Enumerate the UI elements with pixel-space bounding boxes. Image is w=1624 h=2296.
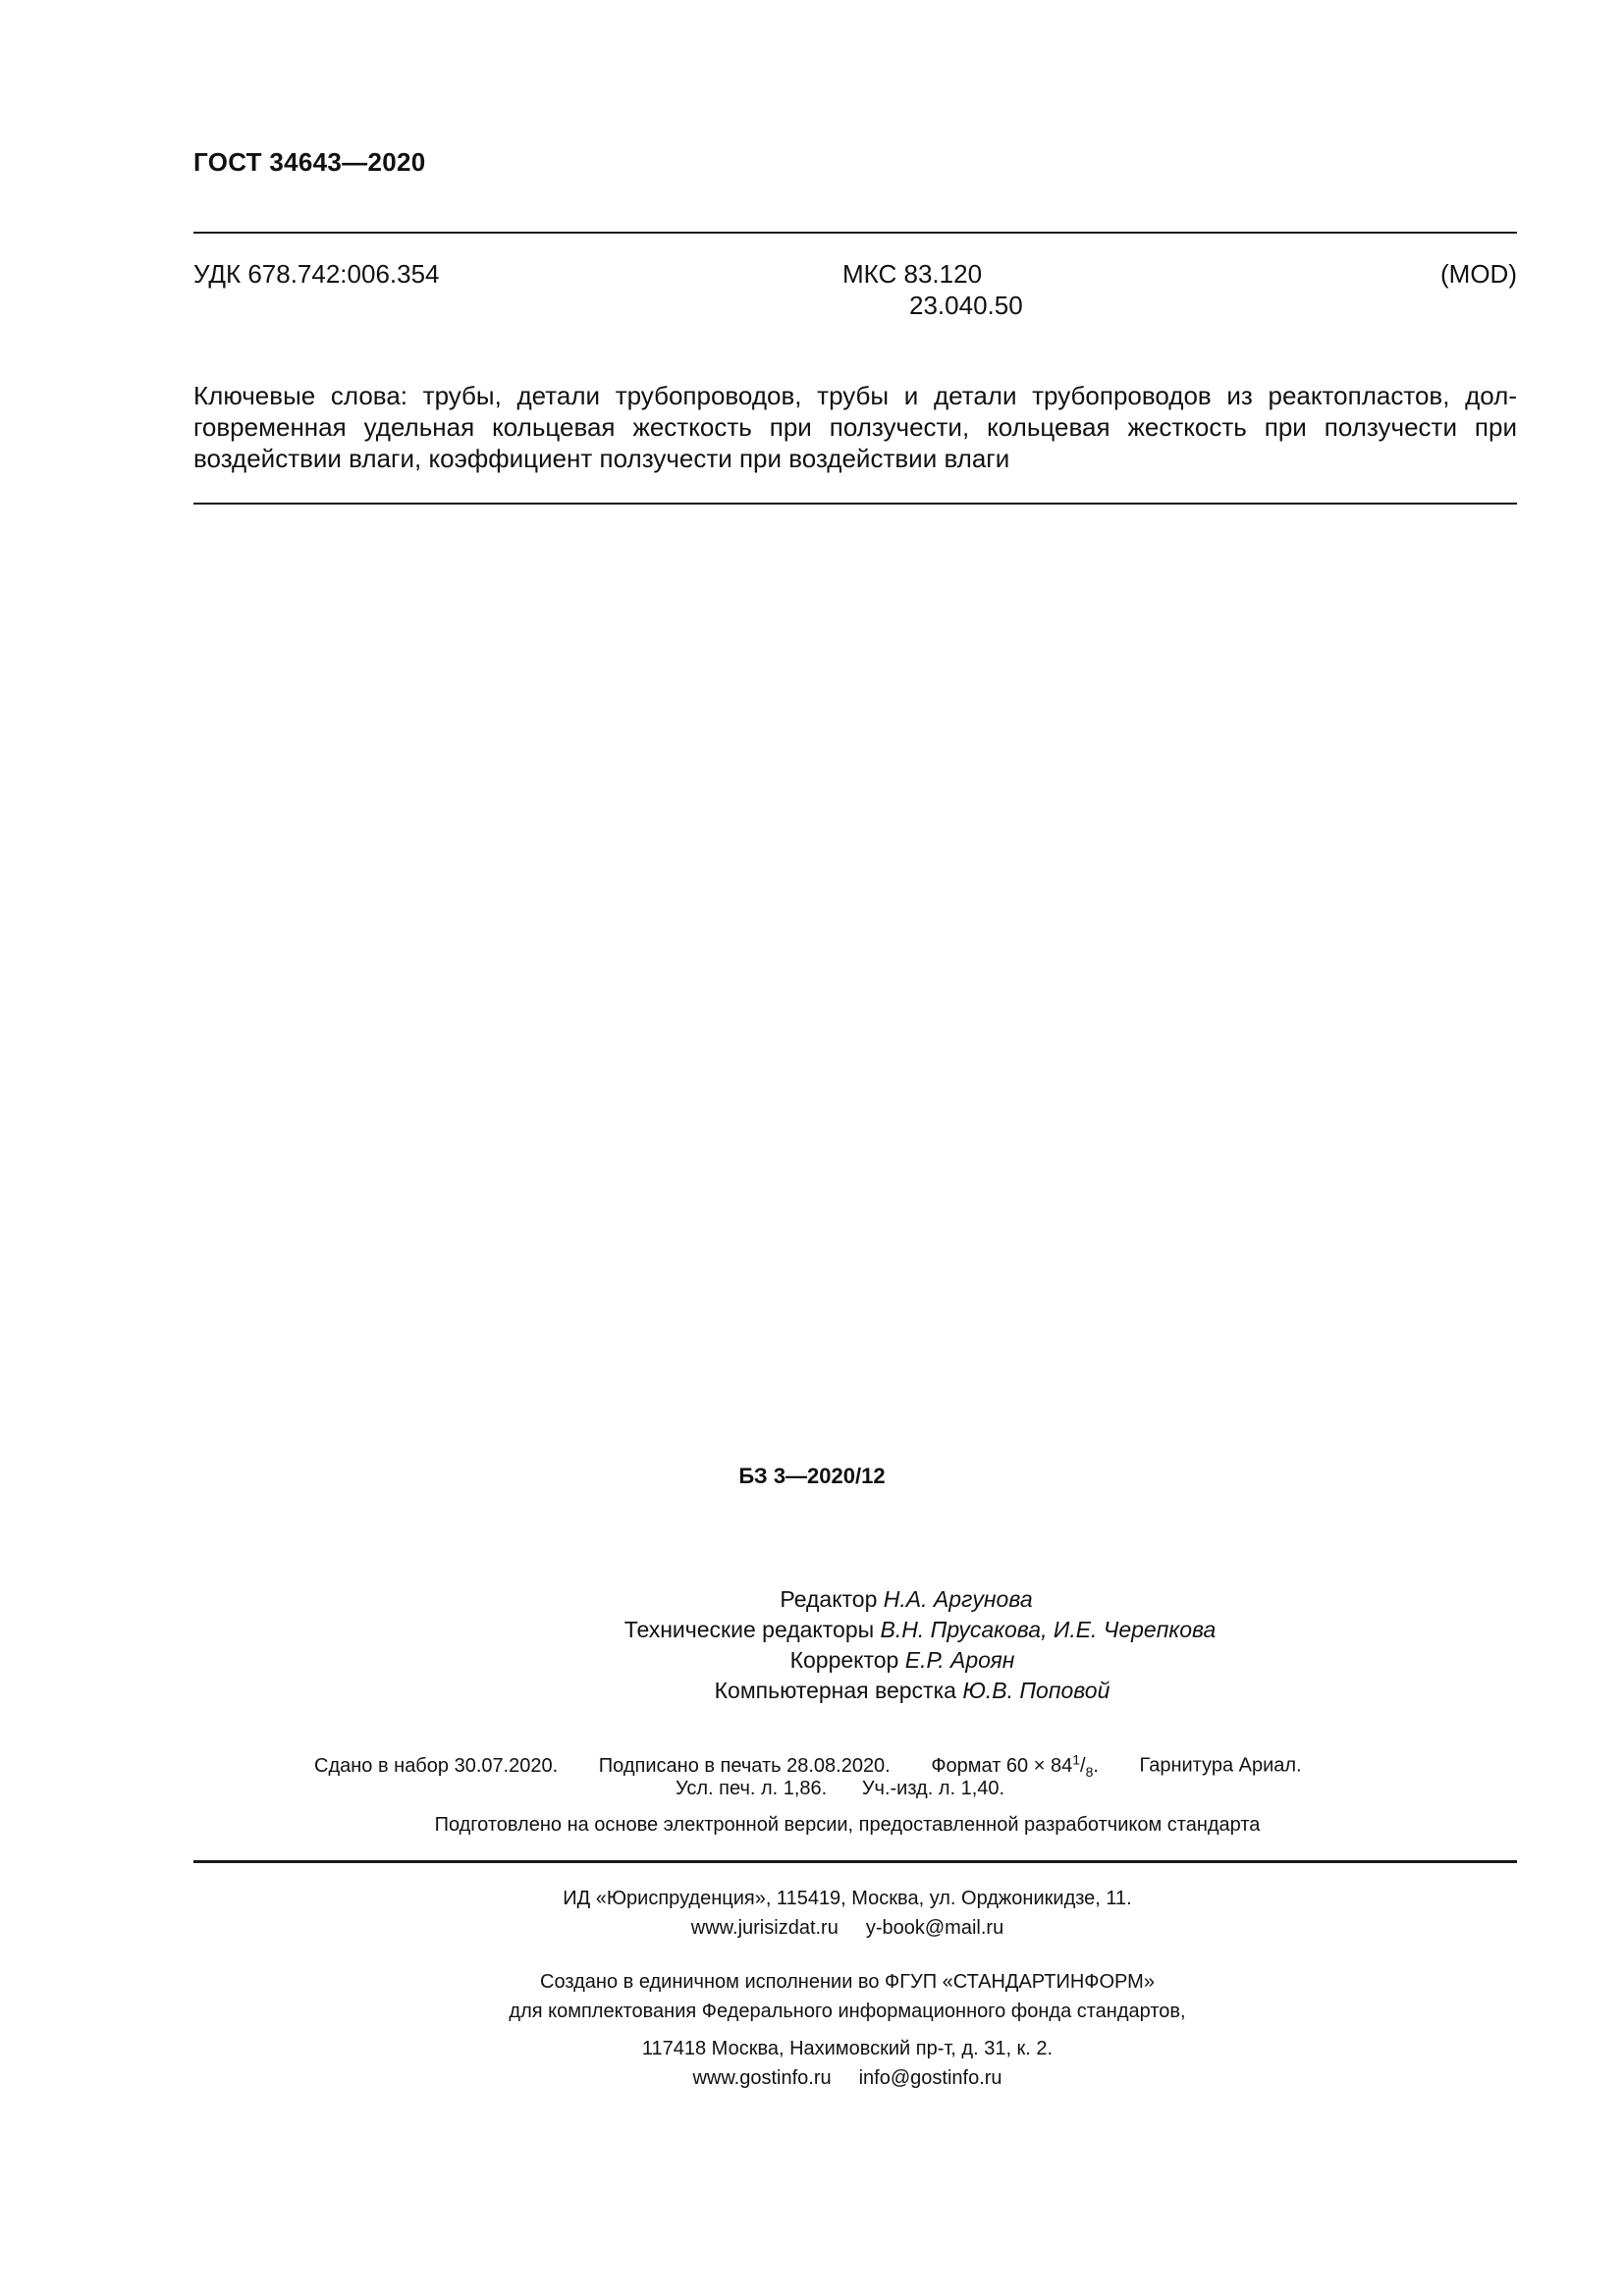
footer-divider bbox=[193, 1860, 1517, 1863]
publisher-sheets: Уч.-изд. л. 1,40. bbox=[861, 1778, 1005, 1799]
keywords-paragraph bbox=[193, 380, 1517, 474]
layout-name: Ю.В. Поповой bbox=[962, 1678, 1110, 1703]
keywords-divider bbox=[193, 503, 1517, 505]
tech-editors-names: В.Н. Прусакова, И.Е. Черепкова bbox=[880, 1617, 1217, 1642]
publisher-address: ИД «Юриспруденция», 115419, Москва, ул. Орджоникидзе, 11. bbox=[563, 1888, 1132, 1909]
mod-marker: (MOD) bbox=[1440, 259, 1517, 289]
credits-block bbox=[0, 1584, 1624, 1706]
editor-label: Редактор bbox=[780, 1586, 878, 1612]
submitted-date: Сдано в набор 30.07.2020. bbox=[314, 1754, 559, 1777]
tech-editors-row bbox=[0, 1615, 1624, 1645]
corrector-name: Е.Р. Ароян bbox=[904, 1647, 1015, 1673]
standard-title: ГОСТ 34643—2020 bbox=[193, 147, 426, 177]
publisher-email-link[interactable]: y-book@mail.ru bbox=[865, 1917, 1004, 1939]
signed-date: Подписано в печать 28.08.2020. bbox=[598, 1754, 891, 1777]
layout-label: Компьютерная верстка bbox=[714, 1678, 956, 1703]
publisher-site-link[interactable]: www.jurisizdat.ru bbox=[690, 1917, 839, 1939]
created-block bbox=[0, 1967, 1624, 2093]
format-sub: 8 bbox=[1085, 1763, 1094, 1780]
tech-editors-label: Технические редакторы bbox=[623, 1617, 875, 1642]
typeface: Гарнитура Ариал. bbox=[1139, 1754, 1302, 1777]
print-sheets: Усл. печ. л. 1,86. bbox=[676, 1778, 828, 1799]
udk-code: УДК 678.742:006.354 bbox=[193, 259, 440, 289]
print-info-row-2 bbox=[676, 1774, 1034, 1803]
format-suffix: . bbox=[1093, 1754, 1099, 1777]
format-slash: / bbox=[1080, 1754, 1086, 1777]
corrector-label: Корректор bbox=[789, 1647, 899, 1673]
top-divider bbox=[193, 232, 1517, 234]
editor-name: Н.А. Аргунова bbox=[883, 1586, 1033, 1612]
layout-row bbox=[0, 1676, 1624, 1706]
publisher-contacts bbox=[71, 1913, 1624, 1943]
gostinfo-site-link[interactable]: www.gostinfo.ru bbox=[692, 2067, 832, 2089]
created-address: 117418 Москва, Нахимовский пр-т, д. 31, к. 2. bbox=[641, 2038, 1054, 2059]
bz-number: БЗ 3—2020/12 bbox=[738, 1464, 886, 1488]
mks-code-secondary: 23.040.50 bbox=[909, 291, 1023, 320]
keywords-line-2: говременная удельная кольцевая жесткость при ползучести, кольцевая жесткость при ползучести при bbox=[193, 412, 1517, 442]
created-contacts bbox=[71, 2063, 1624, 2093]
keywords-line-3: воздействии влаги, коэффициент ползучести при воздействии влаги bbox=[193, 444, 1010, 473]
keywords-line-1: Ключевые слова: трубы, детали трубопроводов, трубы и детали трубопроводов из реактопластов, дол- bbox=[193, 381, 1517, 410]
mks-code-primary: МКС 83.120 bbox=[842, 259, 983, 289]
publisher-block bbox=[0, 1884, 1624, 1943]
editor-row bbox=[0, 1584, 1624, 1615]
format-prefix: Формат 60 × 84 bbox=[931, 1754, 1073, 1777]
created-line-2: для комплектования Федерального информационного фонда стандартов, bbox=[509, 2001, 1186, 2022]
gostinfo-email-link[interactable]: info@gostinfo.ru bbox=[858, 2067, 1002, 2089]
format-sup: 1 bbox=[1072, 1751, 1080, 1767]
corrector-row bbox=[0, 1645, 1624, 1676]
created-line-1: Создано в единичном исполнении во ФГУП «СТАНДАРТИНФОРМ» bbox=[540, 1971, 1155, 1993]
prepared-note: Подготовлено на основе электронной версии, предоставленной разработчиком стандарта bbox=[434, 1814, 1261, 1836]
